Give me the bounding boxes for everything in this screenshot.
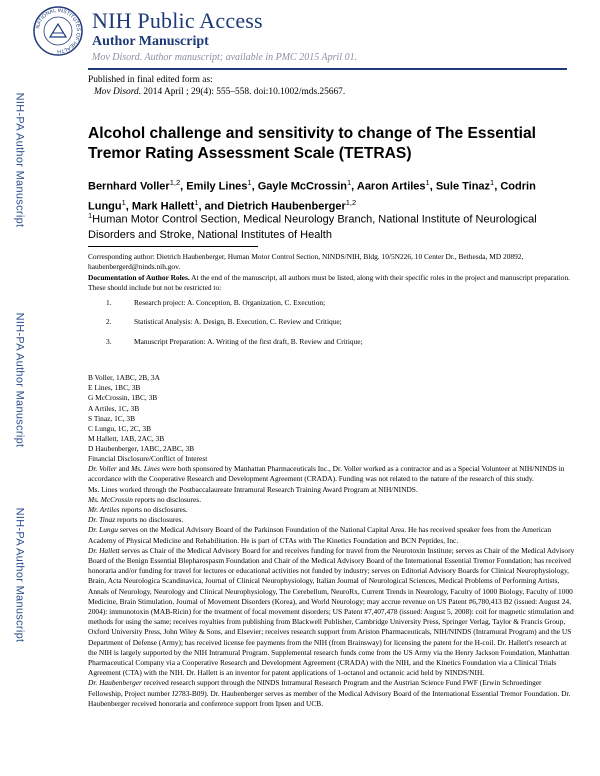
side-label-bottom: NIH-PA Author Manuscript — [13, 507, 25, 643]
contribution-line: M Hallett, 1AB, 2AC, 3B — [88, 434, 165, 444]
disclosures — [88, 454, 575, 709]
side-label-middle: NIH-PA Author Manuscript — [13, 312, 25, 448]
disclosure-paragraph: Dr. Lungu serves on the Medical Advisory Board of the Parkinson Foundation of the National Capital Area. He has received speaker fees from the American Academy of Physical Medicine and Rehabilitation. He is part of CTAs with The Kinetics Foundation and BCN Peptides, Inc. — [88, 525, 552, 545]
citation-line — [88, 86, 345, 98]
disclosure-heading: Financial Disclosure/Conflict of Interest — [88, 454, 208, 463]
author-name: Mark Hallett — [131, 200, 195, 213]
author-manuscript-label: Author Manuscript — [92, 34, 209, 49]
contribution-line: G McCrossin, 1BC, 3B — [88, 393, 158, 403]
affiliation: $^1$Human Motor Control Section, Medical Neurology Branch, National Institute of Neurological Disorders and Stroke, National Institutes of Health — [88, 211, 537, 241]
author-name: Dietrich Haubenberger — [227, 200, 346, 213]
seal-text: NATIONAL INSTITUTES OF HEALTH — [35, 7, 82, 55]
author-name: Codrin Lungu — [88, 180, 536, 213]
contribution-line: E Lines, 1BC, 3B — [88, 383, 141, 393]
article-title: Alcohol challenge and sensitivity to change of The Essential Tremor Rating Assessment Scale (TETRAS) — [88, 125, 536, 162]
contribution-line: D Haubenberger, 1ABC, 2ABC, 3B — [88, 444, 195, 454]
disclosure-paragraph: Dr. Voller and Ms. Lines were both sponsored by Manhattan Pharmaceuticals Inc., Dr. Voller worked as a contractor and as a Special Volunteer at NIH/NINDS in accordance with the Cooperative Research and Development Agreement (CRADA). Funding was not related to the nature of the research of this study. — [88, 464, 565, 484]
journal-name: Mov Disord. — [94, 87, 142, 97]
disclosure-paragraph: Dr. Tinaz reports no disclosures. — [88, 515, 184, 525]
disclosure-paragraph: Dr. Haubenberger received research support through the NINDS Intramural Research Program and the Austrian Science Fund FWF (Erwin Schroedinger Fellowship, Project number J2783-B09). Dr. Haubenberger serves as member of the Medical Advisory Board of the International Essential Tremor Foundation. Dr. Haubenberger received honoraria and conference support from Ipsen and UCB. — [88, 678, 571, 708]
disclosure-paragraph: Dr. Hallett serves as Chair of the Medical Advisory Board for and receives funding for travel from the Neurotoxin Institute; serves as Chair of the Medical Advisory Board of the Benign Essential Blepharospasm Foundation and Chair of the Medical Advisory Board of the International Essential Tremor Foundation; has received honoraria and/or funding for travel for lectures or educational activities not funded by industry; serves on Editorial Advisory Boards for Clinical Neurophysiology, Brain, Acta Neurologica Scandinavica, Journal of Clinical Neurophysiology, Italian Journal of Neurological Sciences, Medical Problems of Performing Artists, Annals of Neurology, Neurology and Clinical Neurophysiology, The Cerebellum, NeuroRx, Current Trends in Neurology, Faculty of 1000 Biology, Faculty of 1000 Medicine, Brain Stimulation, Journal of Movement Disorders (Korea), and World Neurology; may accrue revenue on US Patent #6,780,413 B2 (issued: August 24, 2004): immunotoxin (MAB-Ricin) for the treatment of focal movement disorders; US Patent #7,407,478 (issued: August 5, 2008): coil for magnetic stimulation and methods for using the same; receives royalties from publishing from Blackwell Publisher, Cambridge University Press, Springer Verlag, Taylor & Francis Group, Oxford University Press, John Wiley & Sons, and Elsevier; receives research support from Ariston Pharmaceuticals, NIH/NINDS (Intramural Program) and the US Department of Defense (Army); has received license fee payments from the NIH (from Brainsway) for licensing the patent for the H-coil. Dr. Hallett's research at the NIH is largely supported by the NIH Intramural Program. Supplemental research funds come from the US Army via the Henry Jackson Foundation, Manhattan Pharmaceutical Company via a Cooperative Research and Development Agreement (CRADA) with the NIH, and the Kinetics Foundation via a Clinical Trials Agreement (CTA) with the NIH. Dr. Hallett is an inventor for patent applications of 1-octanol and octanoic acid held by NINDS/NIH. — [88, 545, 575, 678]
roles-list — [88, 298, 573, 356]
contribution-line: S Tinaz, 1C, 3B — [88, 413, 136, 423]
header-rule — [88, 68, 567, 70]
availability-note: Mov Disord. Author manuscript; available in PMC 2015 April 01. — [92, 52, 358, 63]
list-item: 2. Statistical Analysis: A. Design, B. Execution, C. Review and Critique; — [106, 317, 342, 327]
author-roles-intro: Documentation of Author Roles. At the end of the manuscript, all authors must be listed, along with their specific roles in the project and manuscript preparation. These should include but not be restricted to: — [88, 273, 571, 293]
author-name: Gayle McCrossin — [257, 180, 347, 193]
published-line: Published in final edited form as: — [88, 75, 213, 85]
author-list: Bernhard Voller$^{1,2}$, Emily Lines$^1$, Gayle McCrossin$^1$, Aaron Artiles$^1$, Sule Tinaz$^1$, Codrin Lungu$^1$, Mark Hallett$^1$, and Dietrich Haubenberger$^{1,2}$ — [88, 178, 536, 213]
nih-seal-logo — [33, 6, 83, 56]
citation-details: 2014 April ; 29(4): 555–558. doi:10.1002/mds.25667. — [141, 87, 346, 97]
author-name: Emily Lines — [186, 180, 248, 193]
list-item: 3. Manuscript Preparation: A. Writing of the first draft, B. Review and Critique; — [106, 336, 363, 346]
disclosure-paragraph: Ms. McCrossin reports no disclosures. — [88, 494, 202, 504]
author-name: Bernhard Voller — [88, 180, 170, 193]
contribution-line: A Artiles, 1C, 3B — [88, 403, 140, 413]
author-name: Sule Tinaz — [435, 180, 491, 193]
footnote-rule — [88, 246, 258, 247]
author-name: Aaron Artiles — [356, 180, 426, 193]
disclosure-paragraph: Mr. Artiles reports no disclosures. — [88, 505, 188, 515]
disclosure-paragraph: Ms. Lines worked through the Postbaccalaureate Intramural Research Training Award Program at NIH/NINDS. — [88, 484, 418, 494]
contribution-line: C Lungu, 1C, 2C, 3B — [88, 424, 152, 434]
author-contributions — [88, 373, 573, 455]
side-label-top: NIH-PA Author Manuscript — [13, 92, 25, 228]
publication-info — [88, 74, 345, 98]
contribution-line: B Voller, 1ABC, 2B, 3A — [88, 373, 160, 382]
correspondence-note: Corresponding author: Dietrich Haubenberger, Human Motor Control Section, NINDS/NIH, Bldg. 10/5N226, 10 Center Dr., Bethesda, MD 20892, haubenbergerd@ninds.nih.gov. — [88, 252, 524, 272]
author-roles-heading: Documentation of Author Roles. — [88, 273, 190, 282]
nih-public-access-title: NIH Public Access — [92, 8, 263, 33]
list-item: 1. Research project: A. Conception, B. Organization, C. Execution; — [106, 298, 326, 307]
